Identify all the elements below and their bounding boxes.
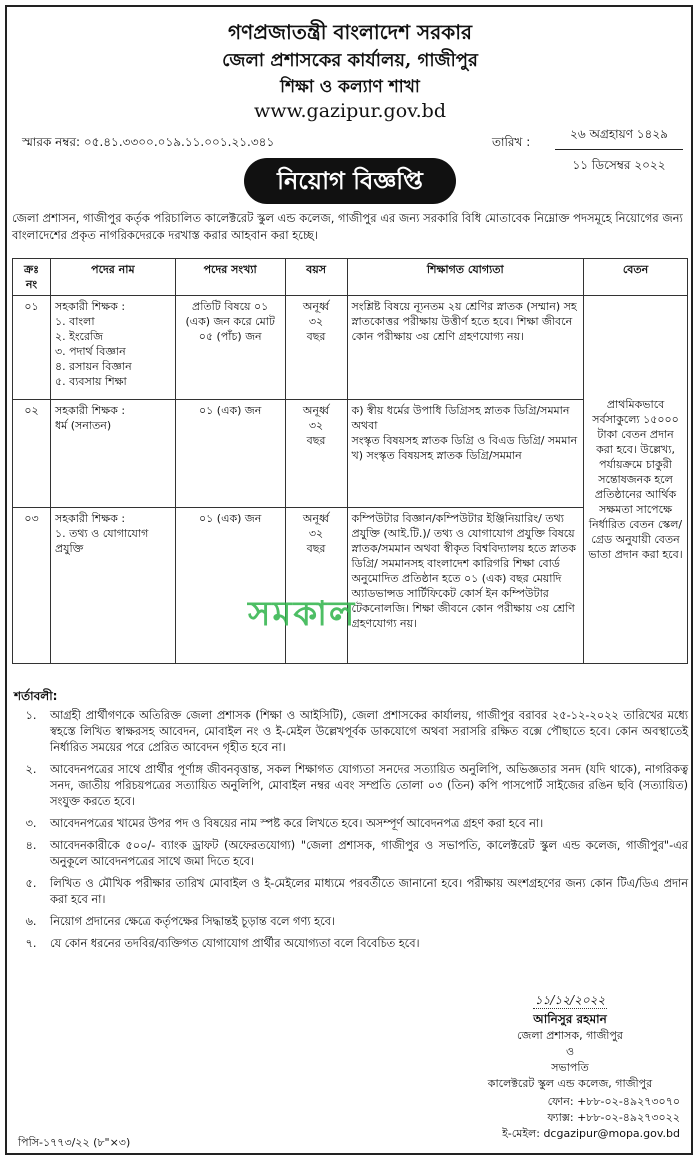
conditions-list xyxy=(12,708,688,958)
intro-paragraph: জেলা প্রশাসন, গাজীপুর কর্তৃক পরিচালিত কালেক্টরেট স্কুল এন্ড কলেজ, গাজীপুর এর জন্য সরকারি বিধি মোতাবেক নিম্নোক্ত পদসমূহে নিয়োগের জন্য বাংলাদেশের প্রকৃত নাগরিকদেরকে দরখাস্ত করার আহবান করা হচ্ছে। xyxy=(12,211,683,242)
header-sl: ক্রঃ নং xyxy=(13,259,51,296)
condition-number: ৪. xyxy=(25,839,37,852)
signatory-title-2: সভাপতি xyxy=(551,1061,589,1074)
list-item xyxy=(12,936,688,952)
header-age: বয়স xyxy=(285,259,347,296)
header-salary: বেতন xyxy=(584,259,688,296)
date-english: ১১ ডিসেম্বর ২০২২ xyxy=(572,158,666,172)
signature-scrawl: ১১/১২/২০২২ xyxy=(534,993,606,1007)
signature-block xyxy=(460,992,680,1092)
condition-number: ৩. xyxy=(25,817,37,830)
salary-cell: প্রাথমিকভাবে সর্বসাকুল্যে ১৫০০০ টাকা বেতন প্রদান করা হবে। উল্লেখ্য, পর্যায়ক্রমে চাকুরী সন্তোষজনক হলে প্রতিষ্ঠানের আর্থিক সক্ষমতা সাপেক্ষে নির্ধারিত বেতন স্কেল/ গ্রেড অনুযায়ী বেতন ভাতা প্রদান করা হবে। xyxy=(584,296,688,664)
row-age: অনূর্ধ্ব ৩২ বছর xyxy=(285,400,347,508)
row-post: সহকারী শিক্ষক : ধর্ম (সনাতন) xyxy=(50,400,175,508)
row-count: ০১ (এক) জন xyxy=(175,508,285,664)
signatory-and: ও xyxy=(565,1045,575,1058)
header-qualification: শিক্ষাগত যোগ্যতা xyxy=(347,259,584,296)
date-bangla: ২৬ অগ্রহায়ণ ১৪২৯ xyxy=(570,127,668,141)
condition-text: আবেদনপত্রের খামের উপর পদ ও বিষয়ের নাম স্পষ্ট করে লিখতে হবে। অসম্পূর্ণ আবেদনপত্র গ্রহণ করা হবে না। xyxy=(50,817,544,830)
condition-number: ৭. xyxy=(25,937,37,950)
condition-text: আগ্রহী প্রার্থীগণকে অতিরিক্ত জেলা প্রশাসক (শিক্ষা ও আইসিটি), জেলা প্রশাসকের কার্যালয়, গাজীপুর বরাবর ২৫-১২-২০২২ তারিখের মধ্যে স্বহস্তে লিখিত স্বাক্ষরসহ আবেদন, মোবাইল নং ও ই-মেইল উল্লেখপূর্বক ডাকযোগে অথবা সরাসরি রক্ষিত বক্সে পৌছাতে হবে। কোন অবস্থাতেই নির্ধারিত সময়ের পরে প্রেরিত আবেদন গৃহীত হবে না। xyxy=(50,709,688,754)
contact-email[interactable]: ই-মেইল: dcgazipur@mopa.gov.bd xyxy=(502,1127,680,1140)
row-post: সহকারী শিক্ষক : ১. বাংলা ২. ইংরেজি ৩. পদার্থ বিজ্ঞান ৪. রসায়ন বিজ্ঞান ৫. ব্যবসায় শিক্ষা xyxy=(50,296,175,400)
row-sl: ০১ xyxy=(13,296,51,400)
row-age: অনূর্ধ্ব ৩২ বছর xyxy=(285,296,347,400)
date-box xyxy=(555,124,683,179)
conditions-title: শর্তাবলী: xyxy=(14,689,58,703)
condition-number: ১. xyxy=(25,709,37,722)
branch-title: শিক্ষা ও কল্যাণ শাখা xyxy=(280,77,420,97)
signatory-name: আনিসুর রহমান xyxy=(533,1008,607,1027)
list-item xyxy=(12,914,688,930)
govt-title: গণপ্রজাতন্ত্রী বাংলাদেশ সরকার xyxy=(228,20,472,44)
office-title: জেলা প্রশাসকের কার্যালয়, গাজীপুর xyxy=(222,50,478,71)
row-count: ০১ (এক) জন xyxy=(175,400,285,508)
signatory-org: কালেক্টরেট স্কুল এন্ড কলেজ, গাজীপুর xyxy=(487,1077,653,1090)
row-age: অনূর্ধ্ব ৩২ বছর xyxy=(285,508,347,664)
condition-number: ২. xyxy=(25,763,37,776)
contact-phone: ফোন: +৮৮-০২-৪৯২৭৩০৭০ xyxy=(547,1095,680,1108)
list-item xyxy=(12,838,688,870)
condition-number: ৬. xyxy=(25,915,37,928)
header-post: পদের নাম xyxy=(50,259,175,296)
condition-text: নিয়োগ প্রদানের ক্ষেত্রে কর্তৃপক্ষের সিদ্ধান্তই চূড়ান্ত বলে গণ্য হবে। xyxy=(50,915,335,928)
row-sl: ০২ xyxy=(13,400,51,508)
condition-text: যে কোন ধরনের তদবির/ব্যক্তিগত যোগাযোগ প্রার্থীর অযোগ্যতা বলে বিবেচিত হবে। xyxy=(50,937,420,950)
list-item xyxy=(12,762,688,810)
list-item xyxy=(12,876,688,908)
watermark-logo: সমকাল xyxy=(248,594,357,634)
row-qualification: সংশ্লিষ্ট বিষয়ে ন্যূনতম ২য় শ্রেণির স্নাতক (সম্মান) সহ স্নাতকোত্তর পরীক্ষায় উত্তীর্ণ হতে হবে। শিক্ষা জীবনে কোন পরীক্ষায় ৩য় শ্রেণি গ্রহণযোগ্য নয়। xyxy=(347,296,584,400)
website-link[interactable]: www.gazipur.gov.bd xyxy=(253,100,447,122)
row-qualification: কম্পিউটার বিজ্ঞান/কম্পিউটার ইঞ্জিনিয়ারিং/ তথ্য প্রযুক্তি (আই.টি.)/ তথ্য ও যোগাযোগ প্রযুক্তি বিষয়ে স্নাতক/সমমান অথবা স্বীকৃত বিশ্ববিদ্যালয় হতে স্নাতক ডিগ্রি/ সমমানসহ বাংলাদেশ কারিগরি শিক্ষা বোর্ড অনুমোদিত প্রতিষ্ঠান হতে ০১ (এক) বছর মেয়াদি অ্যাডভান্সড সার্টিফিকেট কোর্স ইন কম্পিউটার টেকনোলজি। শিক্ষা জীবনে কোন পরীক্ষায় ৩য় শ্রেণি গ্রহণযোগ্য নয়। xyxy=(347,508,584,664)
signatory-title: জেলা প্রশাসক, গাজীপুর xyxy=(517,1029,623,1042)
list-item xyxy=(12,708,688,756)
condition-text: লিখিত ও মৌখিক পরীক্ষার তারিখ মোবাইল ও ই-মেইলের মাধ্যমে পরবর্তীতে জানানো হবে। পরীক্ষায় অংশগ্রহণের জন্য কোন টিএ/ডিএ প্রদান করা হবে না। xyxy=(50,877,689,906)
memo-number: স্মারক নম্বর: ০৫.৪১.৩৩০০.০১৯.১১.০০১.২১.৩৪১ xyxy=(22,135,275,149)
table-row xyxy=(13,296,688,400)
condition-text: আবেদনপত্রের সাথে প্রার্থীর পূর্ণাঙ্গ জীবনবৃত্তান্ত, সকল শিক্ষাগত যোগ্যতা সনদের সত্যায়িত অনুলিপি, অভিজ্ঞতার সনদ (যদি থাকে), নাগরিকত্ব সনদ, জাতীয় পরিচয়পত্রের সত্যায়িত অনুলিপি, মোবাইল নম্বর এবং সম্প্রতি তোলা ০৩ (তিন) কপি পাসপোর্ট সাইজের রঙিন ছবি (সত্যায়িত) সংযুক্ত করতে হবে। xyxy=(50,763,688,808)
row-post: সহকারী শিক্ষক : ১. তথ্য ও যোগাযোগ প্রযুক্তি xyxy=(50,508,175,664)
row-qualification: ক) স্বীয় ধর্মের উপাধি ডিগ্রিসহ স্নাতক ডিগ্রি/সমমান অথবা সংস্কৃত বিষয়সহ স্নাতক ডিগ্রি ও বিএড ডিগ্রি/ সমমান খ) সংস্কৃত বিষয়সহ স্নাতক ডিগ্রি/সমমান xyxy=(347,400,584,508)
contact-block xyxy=(420,1094,680,1142)
list-item xyxy=(12,816,688,832)
header-count: পদের সংখ্যা xyxy=(175,259,285,296)
row-sl: ০৩ xyxy=(13,508,51,664)
contact-fax: ফ্যাক্স: +৮৮-০২-৪৯২৭৩০২২ xyxy=(547,1111,680,1124)
condition-number: ৫. xyxy=(25,877,37,890)
condition-text: আবেদনকারীকে ৫০০/- ব্যাংক ড্রাফট (অফেরতযোগ্য) "জেলা প্রশাসক, গাজীপুর ও সভাপতি, কালেক্টরেট স্কুল এন্ড কলেজ, গাজীপুর"-এর অনুকূলে আবেদনপত্রের সাথে জমা দিতে হবে। xyxy=(50,839,688,868)
date-label: তারিখ : xyxy=(492,135,531,149)
notice-title: নিয়োগ বিজ্ঞপ্তি xyxy=(244,158,456,204)
row-count: প্রতিটি বিষয়ে ০১ (এক) জন করে মোট ০৫ (পাঁচ) জন xyxy=(175,296,285,400)
footer-code: পিসি-১৭৭৩/২২ (৮"×৩) xyxy=(18,1136,131,1149)
